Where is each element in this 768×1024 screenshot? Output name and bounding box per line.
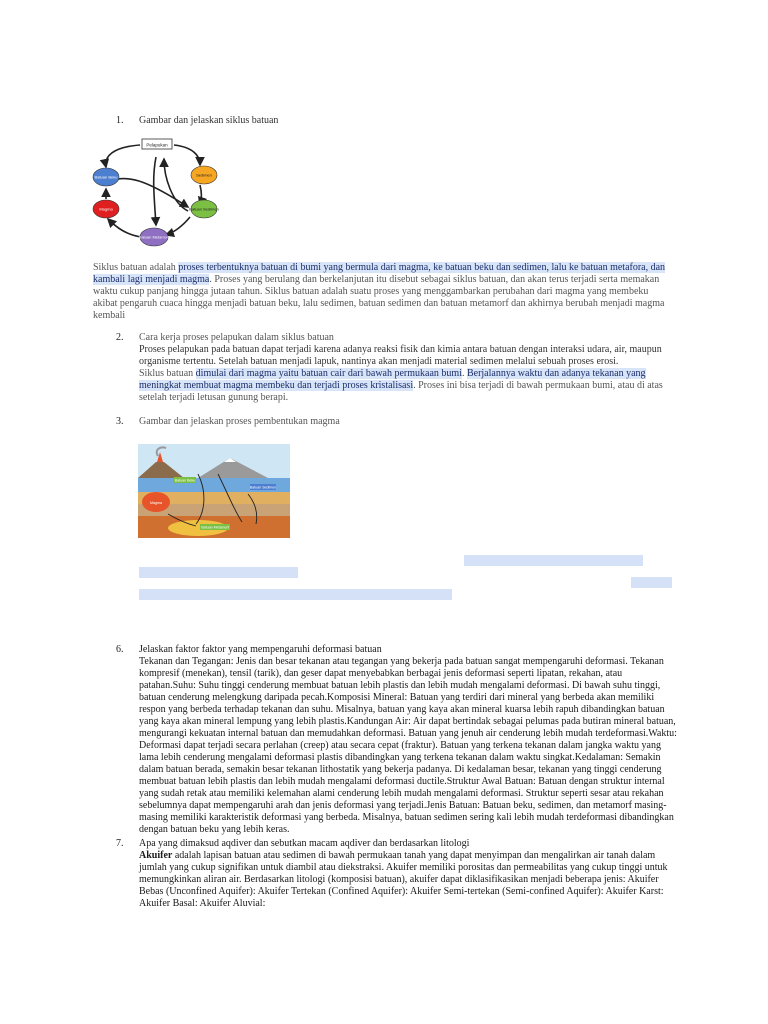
node-batuan-sedimen-label: Batuan Sedimen xyxy=(189,206,219,212)
node-batuan-beku-label: Batuan Beku xyxy=(94,174,118,180)
magma-diagram-label-sedimen: Batuan Sedimen xyxy=(249,485,277,490)
q2-title: Cara kerja proses pelapukan dalam siklus batuan xyxy=(139,332,334,343)
q1-para-intro: Siklus batuan adalah xyxy=(93,262,179,273)
highlight-bar xyxy=(631,577,672,588)
q2-p2-a: Siklus batuan xyxy=(139,368,196,379)
q1-number: 1. xyxy=(116,115,124,126)
highlight-bar xyxy=(139,589,452,600)
highlight-bar xyxy=(464,555,643,566)
q1-para-highlight: proses terbentuknya batuan di bumi yang bermula dari magma, ke batuan beku dan sedimen, lalu ke batuan metafora, dan kambali lagi menjadi magma xyxy=(93,262,666,285)
q2-p2-highlight-1: dimulai dari magma yaitu batuan cair dari bawah permukaan bumi xyxy=(195,368,462,379)
q1-paragraph xyxy=(93,262,673,322)
magma-diagram-label-metamorf: Batuan Metamorf xyxy=(201,525,229,530)
q2-answer-p1: Proses pelapukan pada batuan dapat terjadi karena adanya reaksi fisik dan kimia antara batuan dengan interaksi udara, air, maupun organisme tertentu. Setelah batuan menjadi lapuk, nantinya akan menjadi material sedimen melalui sebuah proses erosi. xyxy=(139,344,662,367)
q7-title: Apa yang dimaksud aqdiver dan sebutkan macam aqdiver dan berdasarkan litologi xyxy=(139,838,470,849)
q2-p2-highlight-2: Berjalannya waktu dan adanya tekanan yang meningkat membuat magma membeku dan terjadi proses kristalisasi xyxy=(139,368,646,391)
node-sedimen-label: Sedimen xyxy=(196,172,212,178)
q3-title: Gambar dan jelaskan proses pembentukan magma xyxy=(139,416,340,427)
q7-term: Akuifer xyxy=(139,850,173,861)
q7-body: adalah lapisan batuan atau sedimen di bawah permukaan tanah yang dapat menyimpan dan mengalirkan air tanah dalam jumlah yang cukup signifikan untuk diambil atau diekstraksi. Akuifer memiliki porositas dan permeabilitas yang cukup tinggi untuk memungkinkan aliran air. Berdasarkan litologi (komposisi batuan), akuifer dapat diklasifikasikan menjadi beberapa jenis: Akuifer Bebas (Unconfined Aquifer): Akuifer Tertekan (Confined Aquifer): Akuifer Semi-tertekan (Semi-confined Aquifer): Akuifer Karst: Akuifer Basal: Akuifer Aluvial: xyxy=(139,850,668,909)
q7-number: 7. xyxy=(116,838,124,849)
q1-para-rest: . Proses yang berulang dan berkelanjutan itu disebut sebagai siklus batuan, dan akan terus terjadi serta memakan waktu cukup panjang hingga jutaan tahun. Siklus batuan adalah suatu proses yang menggambarkan perubahan dari magma yang membeku akibat pengaruh cuaca hingga menjadi batuan beku, lalu sedimen, batuan sedimen dan batuan metamorf dan akhirnya berubah menjadi magma kembali xyxy=(93,274,665,321)
q2-p2-c: . Proses ini bisa terjadi di bawah permukaan bumi, atau di atas setelah terjadi letusan gunung berapi. xyxy=(139,380,663,403)
node-pelapukan-label: Pelapukan xyxy=(146,142,168,148)
q6-answer: Tekanan dan Tegangan: Jenis dan besar tekanan atau tegangan yang bekerja pada batuan sangat mempengaruhi deformasi. Tekanan kompresif (menekan), tensil (tarik), dan geser dapat menyebabkan berbagai jenis deformasi seperti lipatan, rekahan, atau patahan.Suhu: Suhu tinggi cenderung membuat batuan lebih plastis dan lebih mudah mengalami deformasi. Di bawah suhu tinggi, batuan cenderung melengkung daripada pecah.Komposisi Mineral: Batuan yang terdiri dari mineral yang berbeda akan memiliki respon yang berbeda terhadap tekanan dan suhu. Misalnya, batuan yang kaya akan mineral kuarsa lebih rapuh dibandingkan batuan yang kaya akan mineral lempung yang lebih plastis.Kandungan Air: Air dapat bertindak sebagai pelumas pada butiran mineral batuan, mengurangi kekuatan internal batuan dan memudahkan deformasi. Batuan yang jenuh air cenderung lebih mudah terdeformasi.Waktu: Deformasi dapat terjadi secara perlahan (creep) atau secara cepat (fraktur). Batuan yang terkena tekanan dalam jangka waktu yang lama lebih cenderung mengalami deformasi plastis dibandingkan yang terkena tekanan dalam waktu singkat.Kedalaman: Semakin dalam batuan berada, semakin besar tekanan lithostatik yang bekerja padanya. Di kedalaman besar, tekanan yang tinggi cenderung membuat batuan lebih plastis dan lebih mudah mengalami deformasi ductile.Struktur Awal Batuan: Batuan dengan struktur internal yang sudah retak atau memiliki kelemahan alami cenderung lebih mudah mengalami deformasi. Struktur seperti sesar atau rekahan sebelumnya dapat mempengaruhi arah dan jenis deformasi yang terjadi.Jenis Batuan: Batuan beku, sedimen, dan metamorf masing-masing memiliki karakteristik deformasi yang berbeda. Misalnya, batuan sedimen sering kali lebih mudah terdeformasi dibandingkan dengan batuan beku yang lebih keras. xyxy=(139,656,677,835)
q2-answer xyxy=(139,344,679,404)
q2-number: 2. xyxy=(116,332,124,343)
node-batuan-metamorf-label: Batuan Metamorf xyxy=(138,234,170,240)
magma-diagram-label-magma: Magma xyxy=(150,501,162,505)
highlight-bar xyxy=(139,567,298,578)
q6-number: 6. xyxy=(116,644,124,655)
node-magma-label: Magma xyxy=(99,206,113,212)
q2-answer-p2 xyxy=(139,368,679,404)
q1-title: Gambar dan jelaskan siklus batuan xyxy=(139,115,279,126)
q3-number: 3. xyxy=(116,416,124,427)
magma-diagram-label-beku: Batuan Beku xyxy=(174,478,196,483)
q7-answer xyxy=(139,850,679,910)
rock-cycle-diagram xyxy=(92,137,222,247)
magma-formation-diagram xyxy=(138,444,290,538)
q6-title: Jelaskan faktor faktor yang mempengaruhi deformasi batuan xyxy=(139,644,382,655)
q2-p2-b: . xyxy=(461,368,467,379)
